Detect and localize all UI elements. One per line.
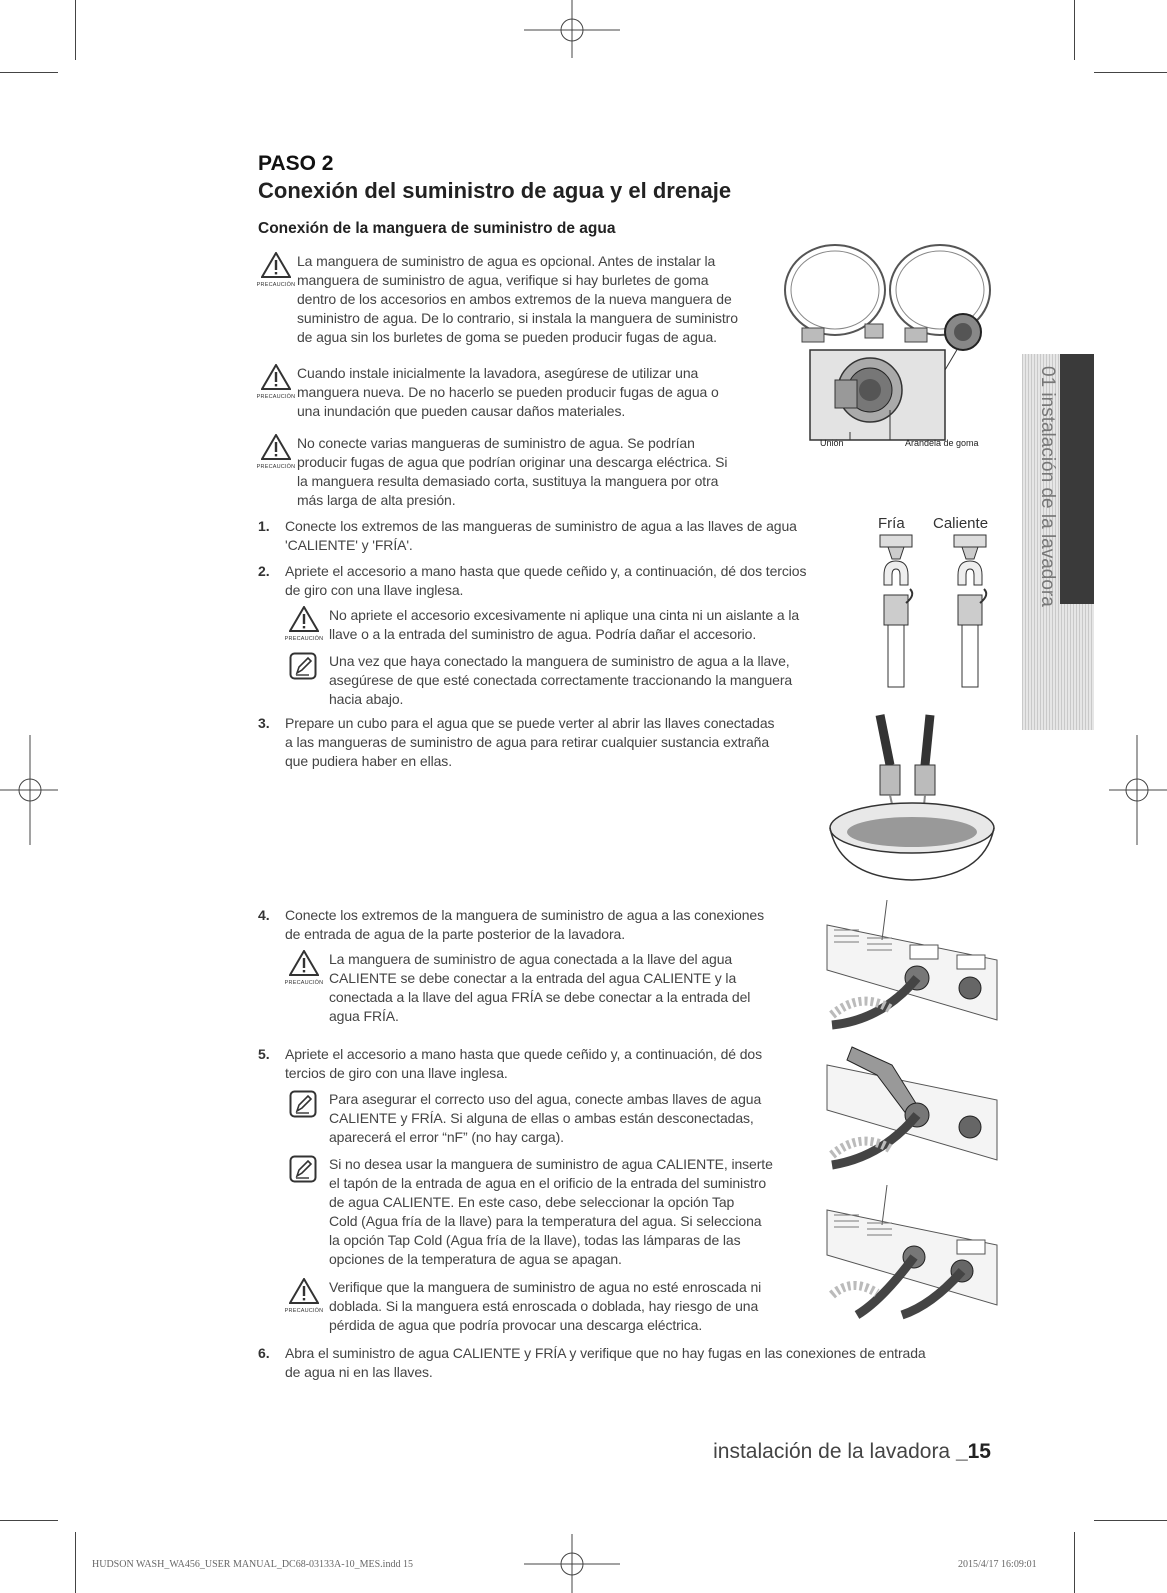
step-text xyxy=(285,906,825,944)
text-line: de giro con una llave inglesa. xyxy=(285,582,464,598)
step-number: 3. xyxy=(258,715,270,731)
text-line: CALIENTE se debe conectar a la entrada del agua CALIENTE y la xyxy=(329,970,737,986)
print-slug-file: HUDSON WASH_WA456_USER MANUAL_DC68-03133A-10_MES.indd 15 xyxy=(92,1559,413,1570)
text-line: Apriete el accesorio a mano hasta que quede ceñido y, a continuación, dé dos tercios xyxy=(285,563,807,579)
crop-mark xyxy=(0,1520,58,1521)
registration-mark-right xyxy=(1107,735,1167,845)
text-line: Prepare un cubo para el agua que se puede verter al abrir las llaves conectadas xyxy=(285,715,775,731)
bucket-figure xyxy=(825,710,1000,885)
print-slug-date: 2015/4/17 16:09:01 xyxy=(958,1559,1037,1570)
caution-text xyxy=(329,1278,819,1335)
text-line: de agua ni en las llaves. xyxy=(285,1364,433,1380)
text-line: la opción Tap Cold (Agua fría de la llave), todas las lámparas de las xyxy=(329,1232,741,1248)
text-line: producir fugas de agua que podrían originar una descarga eléctrica. Si xyxy=(297,454,728,470)
step-number: 5. xyxy=(258,1046,270,1062)
note-icon xyxy=(289,652,317,680)
step-number: 1. xyxy=(258,518,270,534)
text-line: Apriete el accesorio a mano hasta que quede ceñido y, a continuación, dé dos xyxy=(285,1046,763,1062)
caution-label: PRECAUCIÓN xyxy=(284,980,324,986)
caution-label: PRECAUCIÓN xyxy=(256,282,296,288)
page-number: _15 xyxy=(955,1440,991,1463)
step-text xyxy=(285,517,875,555)
text-line: de agua sin los burletes de goma se pueden producir fugas de agua. xyxy=(297,329,717,345)
text-line: Para asegurar el correcto uso del agua, conecte ambas llaves de agua xyxy=(329,1091,762,1107)
crop-mark xyxy=(0,72,58,73)
text-line: Cuando instale inicialmente la lavadora, asegúrese de utilizar una xyxy=(297,365,699,381)
step-text xyxy=(285,562,875,600)
side-tab-text: 01 instalación de la lavadora xyxy=(1037,366,1058,607)
note-text xyxy=(329,652,869,709)
crop-mark xyxy=(75,1532,76,1593)
text-line: agua FRÍA. xyxy=(329,1008,399,1024)
text-line: 'CALIENTE' y 'FRÍA'. xyxy=(285,537,413,553)
text-line: la manguera resulta demasiado corta, sustituya la manguera por otra xyxy=(297,473,719,489)
text-line: CALIENTE y FRÍA. Si alguna de ellas o ambas están desconectadas, xyxy=(329,1110,754,1126)
crop-mark xyxy=(75,0,76,60)
crop-mark xyxy=(1074,0,1075,60)
text-line: tercios de giro con una llave inglesa. xyxy=(285,1065,508,1081)
note-text xyxy=(329,1155,819,1269)
text-line: Conecte los extremos de las mangueras de suministro de agua a las llaves de agua xyxy=(285,518,797,534)
text-line: La manguera de suministro de agua es opcional. Antes de instalar la xyxy=(297,253,716,269)
figure-label-cold: Fría xyxy=(878,515,905,532)
caution-text xyxy=(297,364,787,421)
text-line: No conecte varias mangueras de suministro de agua. Se podrían xyxy=(297,435,695,451)
text-line: de agua CALIENTE. En este caso, debe seleccionar la opción Tap xyxy=(329,1194,735,1210)
text-line: Si no desea usar la manguera de suministro de agua CALIENTE, inserte xyxy=(329,1156,773,1172)
step-heading: PASO 2 xyxy=(258,152,334,175)
text-line: que pudiera haber en ellas. xyxy=(285,753,452,769)
note-icon xyxy=(289,1090,317,1118)
hose-washer-figure xyxy=(780,240,1025,455)
caution-text xyxy=(329,606,869,644)
step-number: 2. xyxy=(258,563,270,579)
step-text xyxy=(285,1045,825,1083)
note-icon xyxy=(289,1155,317,1183)
text-line: Una vez que haya conectado la manguera de suministro de agua a la llave, xyxy=(329,653,790,669)
caution-label: PRECAUCIÓN xyxy=(284,636,324,642)
figure-label-washer: Arandela de goma xyxy=(905,438,979,448)
text-line: el tapón de la entrada de agua en el orificio de la entrada del suministro xyxy=(329,1175,767,1191)
text-line: de entrada de agua de la parte posterior de la lavadora. xyxy=(285,926,625,942)
crop-mark xyxy=(1094,1520,1167,1521)
caution-icon xyxy=(284,950,324,986)
caution-text xyxy=(297,252,787,347)
registration-mark-top xyxy=(522,0,622,60)
text-line: a las mangueras de suministro de agua para retirar cualquier sustancia extraña xyxy=(285,734,770,750)
crop-mark xyxy=(1094,72,1167,73)
registration-mark-bottom xyxy=(522,1534,622,1593)
figure-label-union: Unión xyxy=(820,438,844,448)
text-line: llave o a la entrada del suministro de agua. Podría dañar el accesorio. xyxy=(329,626,757,642)
caution-label: PRECAUCIÓN xyxy=(256,394,296,400)
subsection-title: Conexión de la manguera de suministro de agua xyxy=(258,220,616,237)
text-line: aparecerá el error “nF” (no hay carga). xyxy=(329,1129,564,1145)
page-footer xyxy=(713,1440,991,1464)
caution-icon xyxy=(256,364,296,400)
caution-icon xyxy=(284,1278,324,1314)
text-line: Verifique que la manguera de suministro de agua no esté enroscada ni xyxy=(329,1279,762,1295)
step-number: 6. xyxy=(258,1345,270,1361)
note-text xyxy=(329,1090,819,1147)
text-line: Conecte los extremos de la manguera de suministro de agua a las conexiones xyxy=(285,907,764,923)
text-line: manguera de suministro de agua, verifique si hay burletes de goma xyxy=(297,272,709,288)
text-line: No apriete el accesorio excesivamente ni aplique una cinta ni un aislante a la xyxy=(329,607,800,623)
text-line: Abra el suministro de agua CALIENTE y FRÍA y verifique que no hay fugas en las conexiones de entrada xyxy=(285,1345,926,1361)
caution-icon xyxy=(256,252,296,288)
text-line: Cold (Agua fría de la llave) para la temperatura del agua. Si selecciona xyxy=(329,1213,762,1229)
figure-label-hot: Caliente xyxy=(933,515,989,532)
caution-label: PRECAUCIÓN xyxy=(256,464,296,470)
text-line: manguera nueva. De no hacerlo se pueden producir fugas de agua o xyxy=(297,384,719,400)
caution-label: PRECAUCIÓN xyxy=(284,1308,324,1314)
crop-mark xyxy=(1074,1532,1075,1593)
caution-icon xyxy=(256,434,296,470)
step-text xyxy=(285,1344,1005,1382)
washer-wrench-figure xyxy=(822,1045,1002,1175)
footer-title: instalación de la lavadora xyxy=(713,1440,956,1463)
text-line: suministro de agua. De lo contrario, si instala la manguera de suministro xyxy=(297,310,738,326)
section-title: Conexión del suministro de agua y el drenaje xyxy=(258,178,732,203)
text-line: pérdida de agua que podría provocar una descarga eléctrica. xyxy=(329,1317,703,1333)
chapter-side-tab xyxy=(1022,354,1094,730)
text-line: asegúrese de que esté conectada correctamente traccionando la manguera xyxy=(329,672,793,688)
text-line: más larga de alta presión. xyxy=(297,492,456,508)
caution-icon xyxy=(284,606,324,642)
text-line: una inundación que pueden causar daños materiales. xyxy=(297,403,626,419)
text-line: hacia abajo. xyxy=(329,691,404,707)
washer-inlet-figure-1 xyxy=(822,900,1002,1035)
step-text xyxy=(285,714,845,771)
caution-text xyxy=(329,950,819,1026)
text-line: doblada. Si la manguera está enroscada o doblada, hay riesgo de una xyxy=(329,1298,759,1314)
registration-mark-left xyxy=(0,735,60,845)
text-line: La manguera de suministro de agua conectada a la llave del agua xyxy=(329,951,733,967)
text-line: opciones de la temperatura de agua se apagan. xyxy=(329,1251,622,1267)
text-line: conectada a la llave del agua FRÍA se debe conectar a la entrada del xyxy=(329,989,751,1005)
faucets-figure xyxy=(870,533,1000,693)
side-tab-dark-block xyxy=(1060,354,1094,604)
caution-text xyxy=(297,434,787,510)
text-line: dentro de los accesorios en ambos extremos de la nueva manguera de xyxy=(297,291,732,307)
washer-inlet-figure-2 xyxy=(822,1185,1002,1320)
step-number: 4. xyxy=(258,907,270,923)
